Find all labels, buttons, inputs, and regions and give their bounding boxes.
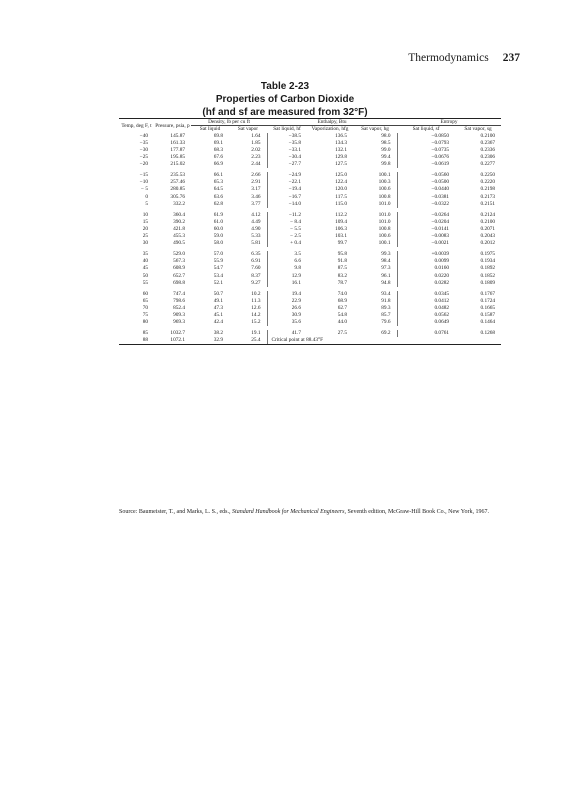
table-row [119,201,501,208]
table-cell: 41.7 [267,330,307,337]
table-cell: 57.0 [213,251,223,258]
table-cell: 0.2071 [480,225,496,232]
table-cell: 52.1 [213,279,223,286]
table-header [119,119,501,133]
table-cell: 55 [142,279,148,286]
table-cell: 100.1 [378,172,391,179]
table-cell: 0.2012 [480,240,496,247]
table-cell: 0 [145,193,148,200]
table-cell: 0.2220 [480,179,496,186]
table-cell: 62.8 [213,200,223,207]
table-cell: 235.53 [170,172,185,179]
table-cell: 852.4 [173,304,185,311]
table-row [119,147,501,154]
header-temp: Temp, deg F, t [119,119,154,133]
table-cell: 14.2 [251,311,261,318]
table-cell: 98.5 [381,139,391,146]
table-cell: 0.1852 [480,272,496,279]
table-cell: 50 [142,272,148,279]
table-row [119,280,501,287]
table-row [119,251,501,258]
table-cell: 2.02 [251,147,261,153]
table-cell: 38.2 [213,330,223,337]
table-cell: 0.1587 [480,311,496,318]
table-cell: −35.8 [267,140,307,147]
table-cell: 4.90 [251,225,261,232]
table-cell: 10.2 [251,290,261,297]
table-cell: 0.0482 [397,305,455,312]
table-cell: 0.0099 [397,258,455,265]
table-cell: 100.3 [378,179,391,186]
table-cell: 5.81 [251,240,261,247]
table-cell: 69.8 [213,132,223,139]
table-cell: −0.0204 [397,219,455,226]
properties-table [119,118,501,345]
table-cell: 0.0160 [397,265,455,272]
table-cell: 9.8 [267,265,307,272]
table-cell: 67.6 [213,154,223,161]
table-cell: −11.2 [267,212,307,219]
table-cell: 2.91 [251,179,261,186]
table-cell: 215.02 [170,161,185,168]
table-cell: 5 [145,200,148,207]
table-cell: 0.2100 [480,218,496,225]
table-cell: 0.2198 [480,186,496,193]
table-row [119,140,501,147]
table-cell: 22.9 [267,298,307,305]
table-cell: 99.8 [381,161,391,168]
table-row [119,179,501,186]
table-cell: 60 [142,290,148,297]
table-cell: 66.9 [213,161,223,168]
table-cell: 101.0 [378,211,391,218]
table-cell: 0.0649 [397,319,455,326]
table-row [119,312,501,319]
table-cell: 6.91 [251,258,261,265]
header-entropy-vapor: Sat vapor, sg [464,126,492,133]
table-cell: 54.7 [213,265,223,272]
table-cell: 122.4 [335,179,347,186]
table-cell: −22.1 [267,179,307,186]
table-cell: 78.7 [337,279,347,286]
table-cell: 134.3 [335,139,347,146]
table-cell: 421.8 [173,225,185,232]
table-cell: 0.1809 [480,279,496,286]
table-cell: 529.0 [173,251,185,258]
table-cell: 15.2 [251,319,261,326]
table-cell: 30 [142,240,148,247]
table-row [119,154,501,161]
table-cell: −27.7 [267,161,307,168]
table-cell: 80 [142,319,148,326]
table-cell: 99.4 [381,154,391,161]
source-note [119,508,503,516]
table-cell: 390.2 [173,218,185,225]
table-cell: −0.0735 [397,147,455,154]
table-cell: 99.7 [337,240,347,247]
table-cell: + 0.4 [267,240,307,247]
table-cell: 305.76 [170,193,185,200]
table-row [119,233,501,240]
table-cell: 145.87 [170,132,185,139]
table-cell: −0.0676 [397,154,455,161]
header-enthalpy: Enthalpy, Btu [267,119,397,126]
table-cell: −33.1 [267,147,307,154]
table-cell: −0.0850 [397,133,455,140]
table-row [119,291,501,298]
table-cell: 27.5 [337,330,347,337]
table-cell: 98.0 [381,132,391,139]
table-cell: 62.7 [337,304,347,311]
table-cell: − 2.5 [267,233,307,240]
table-cell: −0.0500 [397,179,455,186]
table-cell: 88 [119,337,154,345]
table-cell: 40 [142,258,148,265]
running-head [408,52,520,64]
table-cell: 161.33 [170,139,185,146]
table-cell: 332.2 [173,200,185,207]
table-cell: +0.0039 [397,251,455,258]
table-cell: 9.27 [251,279,261,286]
table-cell: 19.4 [267,291,307,298]
table-cell: −30 [139,147,148,153]
table-cell: 120.0 [335,186,347,193]
table-cell: 5.33 [251,233,261,240]
table-cell: 16.1 [267,280,307,287]
table-cell: 115.0 [335,200,347,207]
table-cell: 608.9 [173,265,185,272]
table-cell: 0.1724 [480,297,496,304]
table-cell: 58.0 [213,240,223,247]
table-cell: 70 [142,304,148,311]
table-cell: 26.6 [267,305,307,312]
table-row [119,319,501,326]
table-cell: 2.23 [251,154,261,161]
source-book-title: Standard Handbook for Mechanical Engineers, [232,509,346,515]
table-cell: 109.4 [335,218,347,225]
table-cell: −0.0381 [397,194,455,201]
header-enthalpy-vaporization: Vaporization, hfg [311,126,349,133]
header-entropy: Entropy [397,119,501,126]
table-cell: 0.2043 [480,233,496,240]
table-cell: 127.5 [335,161,347,168]
header-entropy-liquid: Sat liquid, sf [412,126,440,133]
table-cell: 53.4 [213,272,223,279]
table-cell: 91.8 [337,258,347,265]
table-cell: 15 [142,218,148,225]
table-cell: −0.0440 [397,186,455,193]
table-row [119,298,501,305]
header-density-liquid: Sat liquid [199,126,221,133]
table-cell: 11.3 [251,297,261,304]
table-cell: 3.5 [267,251,307,258]
table-row [119,258,501,265]
table-cell: 59.0 [213,233,223,240]
table-cell: 35 [142,251,148,258]
table-cell: −0.0021 [397,240,455,247]
table-cell: −0.0141 [397,226,455,233]
table-row [119,219,501,226]
table-cell: 87.5 [337,265,347,272]
table-cell: 10 [142,211,148,218]
header-density-vapor: Sat vapor [237,126,259,133]
table-cell: −0.0560 [397,172,455,179]
table-row [119,161,501,168]
table-cell: −19.4 [267,186,307,193]
table-cell: 19.1 [251,330,261,337]
table-cell: 44.0 [337,319,347,326]
table-row [119,194,501,201]
table-cell: 2.44 [251,161,261,168]
table-cell: 4.12 [251,211,261,218]
table-cell: 25 [142,233,148,240]
table-cell: 3.17 [251,186,261,193]
table-cell: 49.1 [213,297,223,304]
table-cell: 280.85 [170,186,185,193]
table-cell: −0.0793 [397,140,455,147]
header-enthalpy-liquid: Sat liquid, hf [273,126,301,133]
table-cell: 20 [142,225,148,232]
table-cell: −0.0619 [397,161,455,168]
table-cell: 0.2367 [480,139,496,146]
source-rest: Seventh edition, McGraw-Hill Book Co., New York, 1967. [347,509,489,515]
table-cell: 490.5 [173,240,185,247]
table-cell: 1072.1 [154,337,191,345]
table-cell: 136.5 [335,132,347,139]
table-cell: 97.3 [381,265,391,272]
table-cell: 12.9 [267,273,307,280]
table-cell: 567.3 [173,258,185,265]
table-row [119,212,501,219]
table-cell: 0.1975 [480,251,496,258]
table-cell: 100.8 [378,193,391,200]
table-cell: 3.46 [251,193,261,200]
table-cell: 79.6 [381,319,391,326]
table-cell: 94.8 [381,279,391,286]
table-cell: 100.1 [378,240,391,247]
table-row [119,265,501,272]
table-cell: 652.7 [173,272,185,279]
table-cell: 68.3 [213,147,223,153]
table-cell: 4.49 [251,218,261,225]
table-cell: − 5.5 [267,226,307,233]
source-authors: Baumeister, T., and Marks, L. S., eds., [138,509,231,515]
table-cell: 100.6 [378,233,391,240]
table-cell: 35.6 [267,319,307,326]
table-cell: 99.3 [381,251,391,258]
table-cell: 747.4 [173,290,185,297]
table-cell: 0.0220 [397,273,455,280]
table-cell: −0.0322 [397,201,455,208]
table-cell: 45.1 [213,311,223,318]
table-row [119,240,501,247]
table-cell: 101.0 [378,200,391,207]
table-cell: 455.3 [173,233,185,240]
header-enthalpy-vapor: Sat vapor, hg [361,126,389,133]
table-cell: 42.4 [213,319,223,326]
table-cell: 0.0345 [397,291,455,298]
table-cell: 64.5 [213,186,223,193]
table-cell: 99.0 [381,147,391,153]
table-cell: 129.8 [335,154,347,161]
table-row-critical [119,337,501,345]
table-cell: 177.87 [170,147,185,153]
table-cell: 93.4 [381,290,391,297]
table-cell: 103.1 [335,233,347,240]
table-cell: 1.64 [251,132,261,139]
table-cell: 25.4 [229,337,267,345]
table-cell: 100.6 [378,186,391,193]
table-cell: 0.0761 [397,330,455,337]
table-cell: 61.9 [213,211,223,218]
table-cell: 0.0562 [397,312,455,319]
table-cell: 360.4 [173,211,185,218]
table-cell: −20 [139,161,148,168]
table-cell: 112.2 [335,211,347,218]
table-cell: 69.1 [213,139,223,146]
table-cell: 0.1934 [480,258,496,265]
table-cell: 1.85 [251,139,261,146]
table-cell: −25 [139,154,148,161]
table-cell: 30.9 [267,312,307,319]
table-cell: 65.3 [213,179,223,186]
table-cell: 60.0 [213,225,223,232]
table-cell: − 8.4 [267,219,307,226]
table-cell: 0.2336 [480,147,496,153]
table-cell: − 5 [141,186,148,193]
table-cell: 98.4 [381,258,391,265]
table-cell: 0.2277 [480,161,496,168]
header-pressure: Pressure, psia, p [154,119,191,133]
table-cell: 3.77 [251,200,261,207]
table-cell: 6.6 [267,258,307,265]
table-cell: 68.9 [337,297,347,304]
table-cell: 0.1665 [480,304,496,311]
table-cell: 6.35 [251,251,261,258]
running-title: Thermodynamics [408,52,489,64]
table-cell: 0.1767 [480,290,496,297]
table-cell: −40 [139,132,148,139]
table-cell: −15 [139,172,148,179]
table-cell: 0.2151 [480,200,496,207]
table-cell: 95.8 [337,251,347,258]
table-cell: 65 [142,297,148,304]
table-row [119,186,501,193]
table-cell: 63.6 [213,193,223,200]
table-cell: −30.4 [267,154,307,161]
table-cell: 698.8 [173,279,185,286]
table-row [119,273,501,280]
table-subtitle: (hf and sf are measured from 32°F) [202,107,368,118]
table-cell: 101.0 [378,218,391,225]
table-cell: 12.6 [251,304,261,311]
table-cell: 85 [142,330,148,337]
table-body [119,133,501,345]
source-label: Source: [119,509,138,515]
table-title: Properties of Carbon Dioxide [215,94,355,105]
table-cell: 100.8 [378,225,391,232]
table-cell: 85.7 [381,311,391,318]
table-cell: −16.7 [267,194,307,201]
table-cell: 74.0 [337,290,347,297]
table-cell: −35 [139,139,148,146]
table-cell: −0.0083 [397,233,455,240]
table-cell: 8.37 [251,272,261,279]
table-row [119,305,501,312]
table-cell: 0.0412 [397,298,455,305]
table-cell: 969.3 [173,319,185,326]
table-cell: 132.1 [335,147,347,153]
table-cell: 0.1464 [480,319,496,326]
table-cell: 0.0282 [397,280,455,287]
header-density: Density, lb per cu ft [191,119,267,126]
page-number: 237 [502,52,520,64]
table-cell: 106.3 [335,225,347,232]
table-cell: 61.0 [213,218,223,225]
table-cell: 195.85 [170,154,185,161]
table-cell: −10 [139,179,148,186]
table-cell: 83.2 [337,272,347,279]
table-cell: 69.2 [381,330,391,337]
table-cell: 1032.7 [170,330,185,337]
table-cell: 0.2250 [480,172,496,179]
table-cell: 117.5 [335,193,347,200]
table-cell: 50.7 [213,290,223,297]
table-cell: −14.0 [267,201,307,208]
table-cell: 96.1 [381,272,391,279]
table-cell: 798.6 [173,297,185,304]
table-cell: −0.0264 [397,212,455,219]
table-cell: 75 [142,311,148,318]
table-cell: 32.9 [191,337,229,345]
table-cell: 2.66 [251,172,261,179]
table-cell: 0.1268 [480,330,496,337]
table-row [119,172,501,179]
table-cell: 89.3 [381,304,391,311]
table-cell: 66.1 [213,172,223,179]
table-cell: 7.60 [251,265,261,272]
table-number: Table 2-23 [260,81,310,92]
critical-point-note: Critical point at 88.43°F [267,337,501,345]
table-cell: 45 [142,265,148,272]
table-row [119,133,501,140]
table-cell: 909.3 [173,311,185,318]
table-cell: 55.9 [213,258,223,265]
table-cell: 0.2306 [480,154,496,161]
table-cell: 257.46 [170,179,185,186]
table-cell: −38.5 [267,133,307,140]
table-cell: 54.8 [337,311,347,318]
table-cell: 0.1892 [480,265,496,272]
table-caption [0,80,570,119]
table-cell: −24.9 [267,172,307,179]
table-row [119,226,501,233]
table-cell: 125.0 [335,172,347,179]
table-cell: 0.2100 [480,132,496,139]
table-cell: 0.2173 [480,193,496,200]
table-cell: 91.8 [381,297,391,304]
table-cell: 47.3 [213,304,223,311]
table-cell: 0.2124 [480,211,496,218]
